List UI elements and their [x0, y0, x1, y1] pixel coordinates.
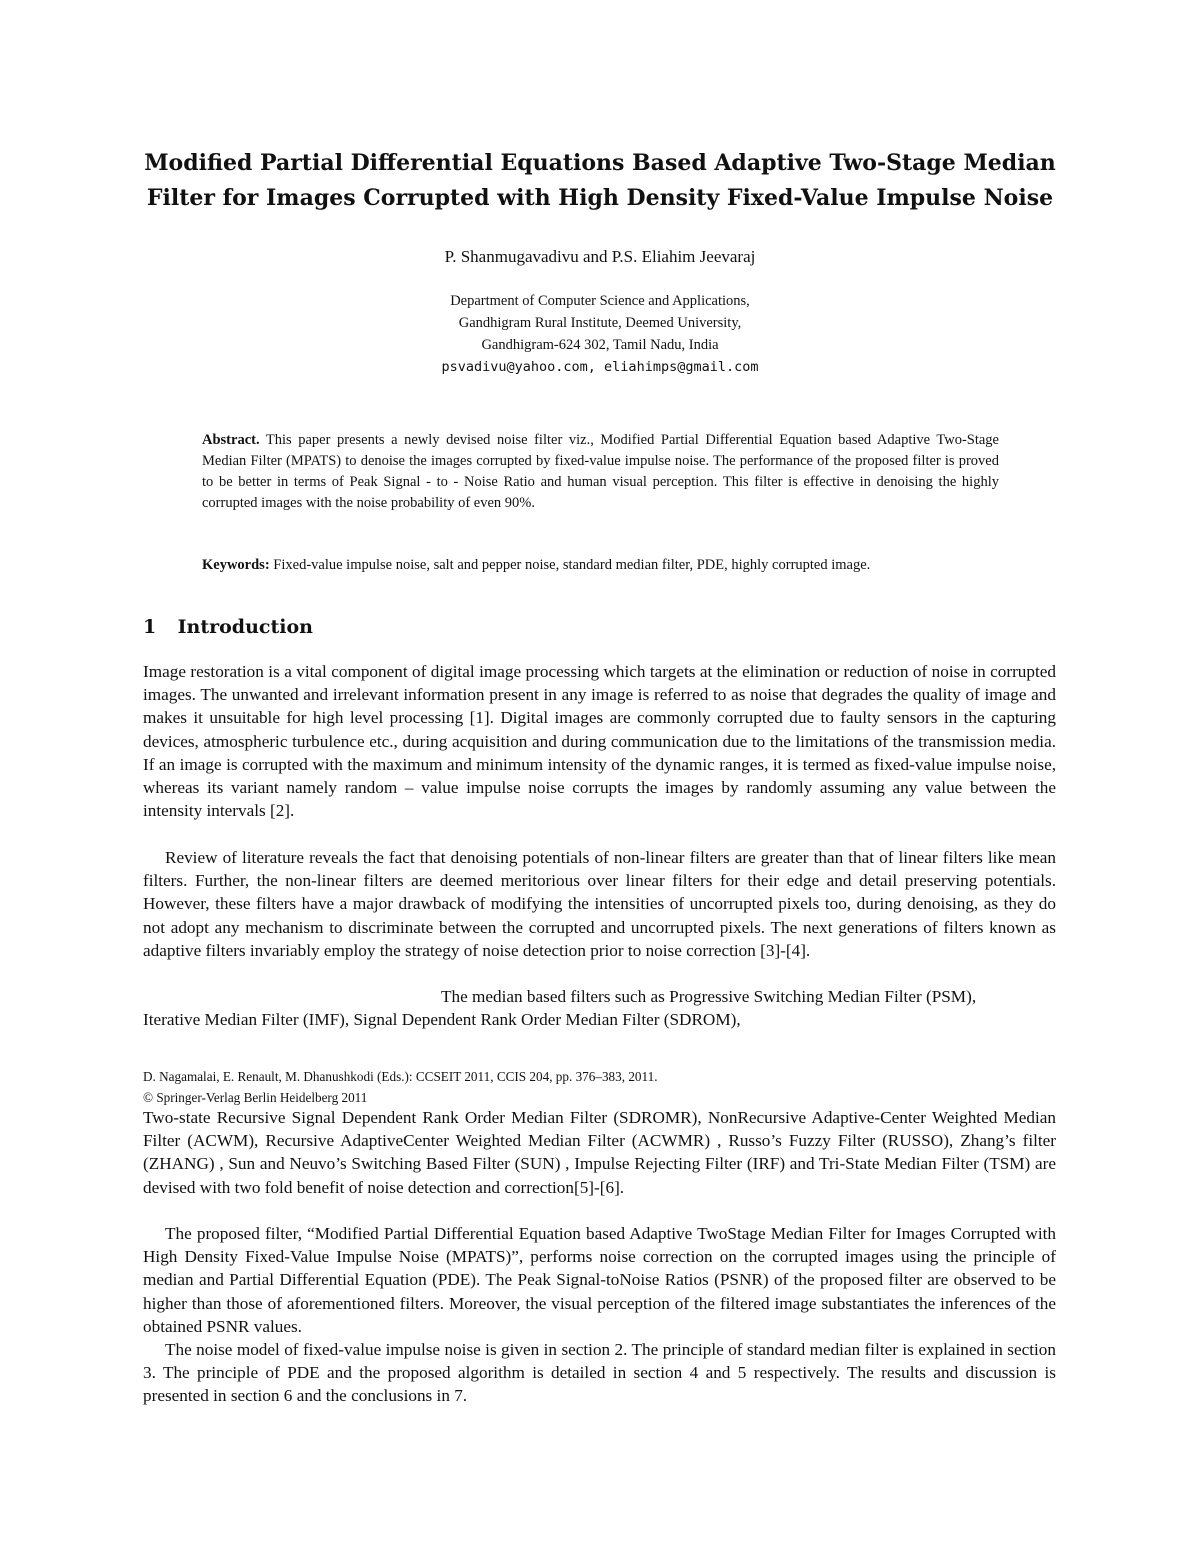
title-line-1: Modified Partial Differential Equations Based Adaptive Two-Stage Median	[144, 150, 1056, 176]
paragraph-text: The noise model of fixed-value impulse noise is given in section 2. The principle of standard median filter is explained in section 3. The principle of PDE and the proposed algorithm is detailed in section 4 and 5 respectively. The results and discussion is presented in section 6 and the conclusions in 7.	[143, 1340, 1056, 1406]
affiliation-department: Department of Computer Science and Applications,	[450, 293, 750, 309]
title-line-2: Filter for Images Corrupted with High Density Fixed-Value Impulse Noise	[146, 185, 1054, 211]
keywords-label: Keywords:	[202, 557, 270, 573]
intro-paragraph-2	[143, 846, 1056, 962]
paragraph-line-1: The median based filters such as Progressive Switching Median Filter (PSM),	[441, 987, 977, 1006]
affiliation-institute: Gandhigram Rural Institute, Deemed University,	[458, 315, 742, 331]
intro-paragraph-6	[143, 1338, 1056, 1408]
footnote-citation: D. Nagamalai, E. Renault, M. Dhanushkodi (Eds.): CCSEIT 2011, CCIS 204, pp. 376–383, 2011.	[143, 1069, 658, 1084]
keywords-text: Fixed-value impulse noise, salt and pepper noise, standard median filter, PDE, highly corrupted image.	[273, 557, 871, 573]
abstract	[202, 430, 999, 514]
intro-paragraph-5	[143, 1222, 1056, 1338]
citation-footnote	[143, 1066, 1043, 1108]
intro-paragraph-4	[143, 1106, 1056, 1199]
section-number: 1	[143, 616, 157, 638]
author-emails: psvadivu@yahoo.com, eliahimps@gmail.com	[441, 359, 759, 375]
intro-paragraph-3	[143, 985, 1056, 1031]
paragraph-text: Review of literature reveals the fact that denoising potentials of non-linear filters are greater than that of linear filters like mean filters. Further, the non-linear filters are deemed meritorious over linear filters for their edge and detail preserving potentials. However, these filters have a major drawback of modifying the intensities of uncorrupted pixels too, during denoising, as they do not adopt any mechanism to discriminate between the corrupted and uncorrupted pixels. The next generations of filters known as adaptive filters invariably employ the strategy of noise detection prior to noise correction [3]-[4].	[143, 848, 1056, 960]
paragraph-text: Image restoration is a vital component of digital image processing which targets at the elimination or reduction of noise in corrupted images. The unwanted and irrelevant information present in any image is referred to as noise that degrades the quality of image and makes it unsuitable for high level processing [1]. Digital images are commonly corrupted due to faulty sensors in the capturing devices, atmospheric turbulence etc., during acquisition and during communication due to the limitations of the transmission media. If an image is corrupted with the maximum and minimum intensity of the dynamic ranges, it is termed as fixed-value impulse noise, whereas its variant namely random – value impulse noise corrupts the images by randomly assuming any value between the intensity intervals [2].	[143, 662, 1056, 821]
footnote-copyright: © Springer-Verlag Berlin Heidelberg 2011	[143, 1090, 368, 1105]
paper-title	[100, 146, 1100, 216]
abstract-label: Abstract.	[202, 432, 260, 448]
affiliation-address: Gandhigram-624 302, Tamil Nadu, India	[481, 337, 719, 353]
affiliation	[100, 290, 1100, 378]
paragraph-text: The proposed filter, “Modified Partial Differential Equation based Adaptive TwoStage Median Filter for Images Corrupted with High Density Fixed-Value Impulse Noise (MPATS)”, performs noise correction on the corrupted images using the principle of median and Partial Differential Equation (PDE). The Peak Signal-toNoise Ratios (PSNR) of the proposed filter are observed to be higher than those of aforementioned filters. Moreover, the visual perception of the filtered image substantiates the inferences of the obtained PSNR values.	[143, 1224, 1056, 1336]
authors: P. Shanmugavadivu and P.S. Eliahim Jeevaraj	[444, 247, 756, 266]
keywords	[202, 555, 1022, 576]
section-title: Introduction	[177, 616, 313, 638]
intro-paragraph-1	[143, 660, 1056, 822]
paragraph-text: Two-state Recursive Signal Dependent Rank Order Median Filter (SDROMR), NonRecursive Adaptive-Center Weighted Median Filter (ACWM), Recursive AdaptiveCenter Weighted Median Filter (ACWMR) , Russo’s Fuzzy Filter (RUSSO), Zhang’s filter (ZHANG) , Sun and Neuvo’s Switching Based Filter (SUN) , Impulse Rejecting Filter (IRF) and Tri-State Median Filter (TSM) are devised with two fold benefit of noise detection and correction[5]-[6].	[143, 1108, 1056, 1197]
section-heading-introduction	[143, 616, 313, 638]
paragraph-line-2: Iterative Median Filter (IMF), Signal Dependent Rank Order Median Filter (SDROM),	[143, 1010, 741, 1030]
abstract-text: This paper presents a newly devised noise filter viz., Modified Partial Differential Equation based Adaptive Two-Stage Median Filter (MPATS) to denoise the images corrupted by fixed-value impulse noise. The performance of the proposed filter is proved to be better in terms of Peak Signal - to - Noise Ratio and human visual perception. This filter is effective in denoising the highly corrupted images with the noise probability of even 90%.	[202, 432, 999, 511]
